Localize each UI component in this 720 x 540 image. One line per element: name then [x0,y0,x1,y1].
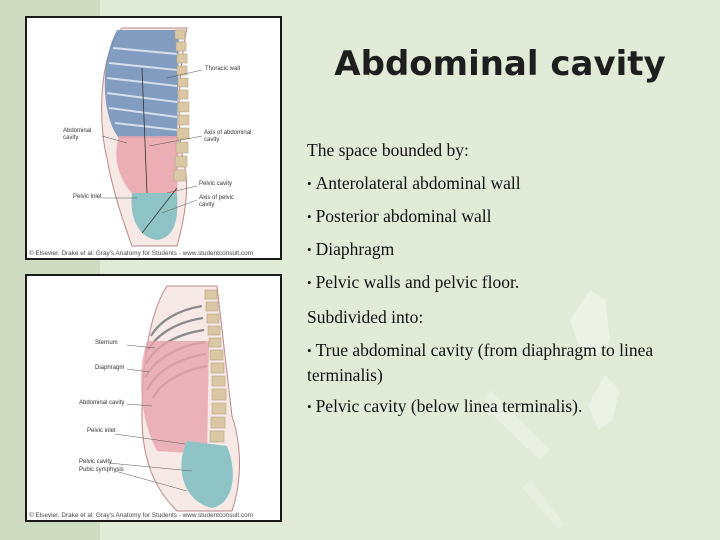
label-pelvic-cavity: Pelvic cavity [199,181,233,187]
label-pubic-symphysis: Pubic symphysis [79,467,124,473]
bullet-text: Pelvic cavity (below linea terminalis). [315,396,583,416]
bounded-by-list [307,173,707,293]
bullet-text: Pelvic walls and pelvic floor. [315,272,520,292]
bounded-by-heading: The space bounded by: [307,140,469,160]
bullet-item [307,396,707,417]
label-pelvic-inlet: Pelvic inlet [87,428,116,434]
bullet-icon: • [307,242,312,257]
bullet-icon: • [307,176,312,191]
figure-abdominal-cavity-lateral [25,16,282,260]
bullet-icon: • [307,209,312,224]
slide-body [307,140,707,417]
bullet-item [307,338,702,388]
bullet-text: Anterolateral abdominal wall [315,173,521,193]
anatomy-illustration-bottom [27,276,280,520]
bullet-icon: • [307,343,312,358]
bullet-item [307,272,707,293]
bullet-text: Posterior abdominal wall [315,206,492,226]
label-abdominal-cavity: Abdominal cavity [63,128,92,141]
label-abdominal-cavity: Abdominal cavity [79,400,125,406]
label-pelvic-inlet: Pelvic inlet [73,194,102,200]
label-diaphragm: Diaphragm [95,365,125,371]
label-thoracic-wall: Thoracic wall [205,66,241,72]
slide-title: Abdominal cavity [334,44,666,84]
bullet-text: True abdominal cavity (from diaphragm to linea terminalis) [307,340,654,385]
subdivided-heading: Subdivided into: [307,307,424,327]
figure-abdominal-cavity-spine [25,274,282,522]
bullet-icon: • [307,275,312,290]
bullet-icon: • [307,399,312,414]
label-axis-pelvic-cavity: Axis of pelvic cavity [199,195,235,208]
figure-credit: © Elsevier. Drake et al: Gray's Anatomy for Students - www.studentconsult.com [29,512,254,519]
bullet-item [307,173,707,194]
figure-credit: © Elsevier. Drake et al: Gray's Anatomy for Students - www.studentconsult.com [29,250,254,257]
bullet-item [307,206,707,227]
label-sternum: Sternum [95,340,118,346]
bullet-text: Diaphragm [315,239,395,259]
bullet-item [307,239,707,260]
label-pelvic-cavity: Pelvic cavity [79,459,113,465]
label-axis-abdominal-cavity: Axis of abdominal cavity [204,130,252,143]
subdivisions-list [307,338,707,417]
